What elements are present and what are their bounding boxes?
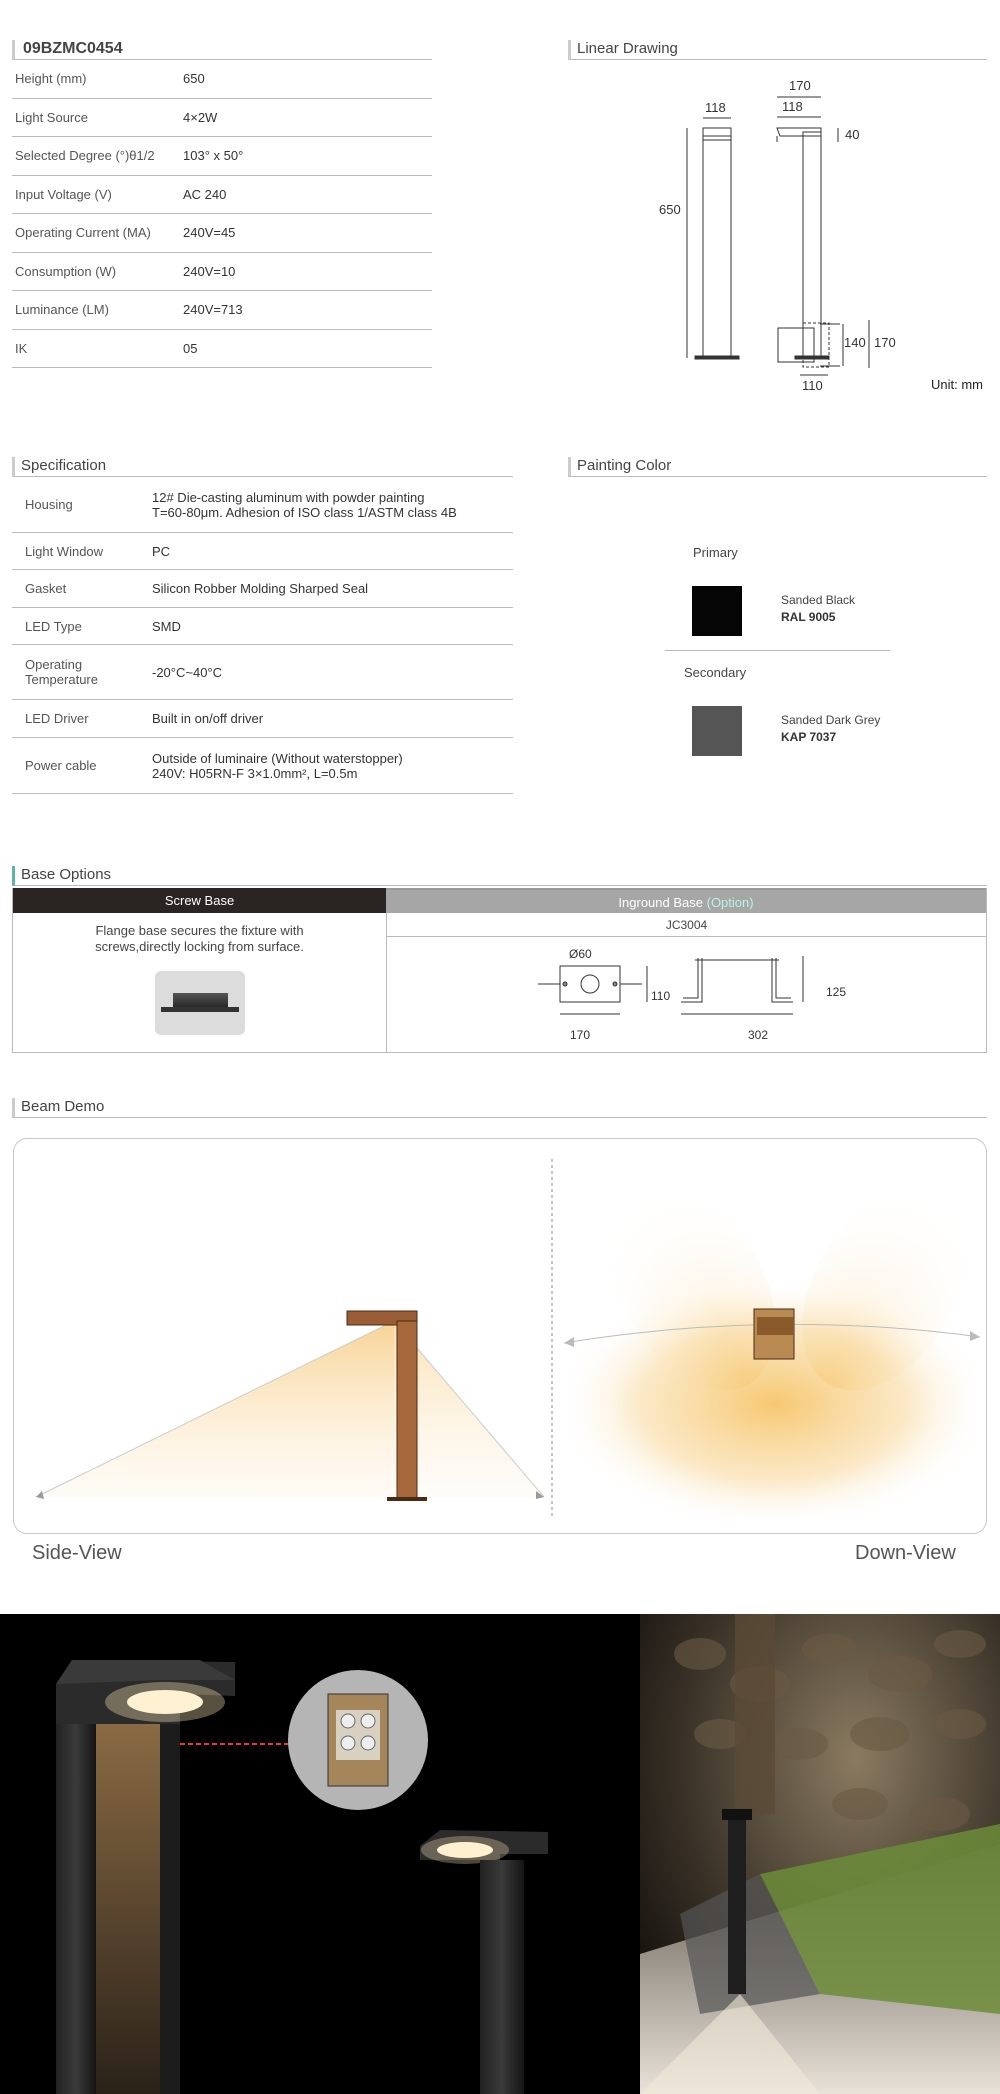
spec-row-key: Power cable — [25, 758, 97, 773]
secondary-color-code: KAP 7037 — [781, 730, 837, 744]
product-row — [12, 176, 432, 215]
screw-desc-line2: screws,directly locking from surface. — [95, 939, 304, 954]
side-view-label: Side-View — [32, 1542, 122, 1564]
dim-170-top: 170 — [874, 335, 896, 350]
spec-row-value — [152, 581, 513, 596]
spec-row-value-line1: 12# Die-casting aluminum with powder painting — [152, 489, 425, 505]
beam-demo-illustration — [14, 1139, 987, 1534]
spec-row-value-line1: Outside of luminaire (Without waterstopper) — [152, 750, 403, 766]
inground-base-label: Inground Base — [618, 895, 707, 910]
primary-color-swatch — [692, 586, 742, 636]
product-parameter-table — [12, 40, 432, 368]
spec-row-key: Housing — [25, 497, 73, 512]
spec-row-value-line2: T=60-80μm. Adhesion of ISO class 1/ASTM class 4B — [152, 504, 457, 520]
product-row-value: 240V=10 — [183, 263, 236, 279]
product-row-key: Light Source — [15, 109, 88, 125]
product-row — [12, 137, 432, 176]
specification-title: Specification — [12, 457, 513, 477]
secondary-label: Secondary — [684, 665, 747, 680]
spec-row-value — [152, 619, 513, 634]
product-row-value: 103° x 50° — [183, 148, 244, 164]
product-row-key: Luminance (LM) — [15, 302, 109, 318]
product-row — [12, 60, 432, 99]
beam-demo-frame — [13, 1138, 987, 1534]
spec-row — [12, 570, 513, 608]
base-options-table — [12, 888, 987, 1053]
secondary-color-label — [781, 712, 880, 746]
beam-demo-title: Beam Demo — [12, 1098, 987, 1118]
product-row-value: 650 — [183, 71, 205, 87]
dim-140: 140 — [844, 335, 866, 350]
spec-row-value-line1: Silicon Robber Molding Sharped Seal — [152, 581, 369, 596]
dim-118-side: 118 — [782, 99, 803, 114]
secondary-color-name: Sanded Dark Grey — [781, 713, 881, 727]
specification-table — [12, 477, 513, 794]
screw-desc-line1: Flange base secures the fixture with — [95, 923, 304, 938]
product-code: 09BZMC0454 — [12, 40, 432, 60]
spec-row — [12, 608, 513, 645]
linear-drawing-diagram — [640, 70, 1000, 400]
product-photo — [0, 1614, 1000, 2094]
product-row-value: 240V=713 — [183, 302, 243, 318]
product-row-key: IK — [15, 340, 28, 356]
spec-row-value-line2: 240V: H05RN-F 3×1.0mm², L=0.5m — [152, 765, 358, 781]
linear-drawing-title: Linear Drawing — [568, 40, 987, 60]
painting-divider — [665, 650, 890, 651]
dim-118-front: 118 — [705, 100, 726, 115]
spec-row-key: Operating Temperature — [25, 657, 98, 687]
dim-125: 125 — [826, 985, 847, 999]
spec-row-key: LED Driver — [25, 711, 89, 726]
primary-color-name: Sanded Black — [781, 593, 856, 607]
product-row-key: Input Voltage (V) — [15, 186, 112, 202]
product-photo-illustration — [0, 1614, 1000, 2094]
option-label: (Option) — [706, 895, 754, 910]
product-row-value: AC 240 — [183, 186, 227, 202]
product-row — [12, 214, 432, 253]
inground-model: JC3004 — [387, 913, 986, 937]
dim-d60: Ø60 — [569, 947, 592, 961]
product-row-value: 05 — [183, 340, 198, 356]
spec-row-value — [152, 751, 513, 781]
spec-row-value-line1: SMD — [152, 618, 181, 634]
spec-row — [12, 700, 513, 738]
spec-row-value — [152, 665, 513, 680]
unit-label: Unit: mm — [931, 377, 983, 392]
primary-color-code: RAL 9005 — [781, 610, 836, 624]
spec-row-key: Light Window — [25, 543, 104, 559]
dim-170-side: 170 — [789, 78, 811, 93]
spec-row-value — [152, 490, 513, 520]
product-row-value: 240V=45 — [183, 225, 236, 241]
dim-110-base: 110 — [651, 989, 671, 1003]
painting-color-title: Painting Color — [568, 457, 987, 477]
product-row — [12, 253, 432, 292]
product-row — [12, 99, 432, 138]
spec-row — [12, 533, 513, 570]
dim-110: 110 — [802, 378, 823, 393]
primary-label: Primary — [693, 545, 738, 560]
product-row-key: Height (mm) — [15, 71, 87, 87]
inground-base-drawing — [523, 948, 853, 1038]
dim-40: 40 — [845, 127, 860, 142]
product-row — [12, 330, 432, 369]
spec-row-key: LED Type — [25, 618, 82, 634]
product-row-key: Operating Current (MA) — [15, 225, 151, 241]
secondary-color-swatch — [692, 706, 742, 756]
product-row — [12, 291, 432, 330]
dim-302: 302 — [748, 1028, 769, 1042]
spec-row-value-line1: -20°C~40°C — [152, 664, 223, 680]
spec-row-value — [152, 544, 513, 559]
dim-650: 650 — [659, 202, 681, 217]
screw-base-image — [155, 971, 245, 1035]
primary-color-label — [781, 592, 855, 626]
product-row-key: Consumption (W) — [15, 263, 117, 279]
product-row-key: Selected Degree (°)θ1/2 — [15, 148, 155, 164]
spec-row — [12, 477, 513, 533]
screw-base-header: Screw Base — [13, 888, 386, 913]
spec-row-value-line1: Built in on/off driver — [152, 711, 264, 726]
base-options-title: Base Options — [12, 866, 987, 886]
spec-row-value-line1: PC — [152, 543, 171, 559]
down-view-label: Down-View — [855, 1542, 956, 1564]
product-row-value: 4×2W — [183, 109, 218, 125]
spec-row-value — [152, 711, 513, 726]
screw-base-description — [13, 923, 386, 955]
inground-base-header — [386, 888, 986, 913]
spec-row — [12, 738, 513, 794]
spec-row — [12, 645, 513, 700]
spec-row-key: Gasket — [25, 581, 67, 596]
dim-170-base: 170 — [570, 1028, 591, 1042]
